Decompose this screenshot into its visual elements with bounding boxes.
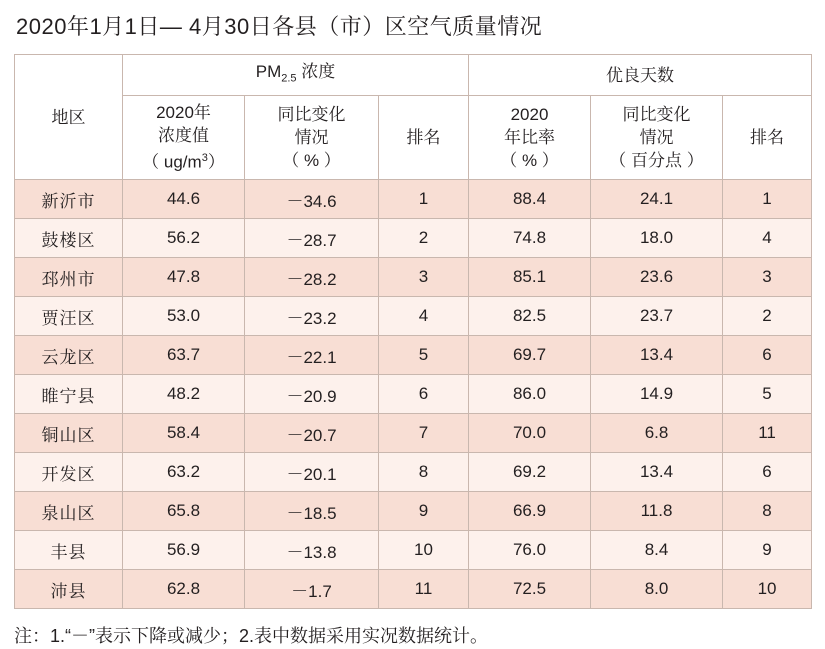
cell-pm-change: －20.7 — [245, 414, 379, 453]
cell-good-days-rank: 9 — [723, 531, 812, 570]
cell-pm-concentration: 63.7 — [123, 336, 245, 375]
cell-pm-rank: 5 — [379, 336, 469, 375]
cell-pm-concentration: 48.2 — [123, 375, 245, 414]
table-header — [15, 55, 812, 180]
cell-pm-concentration: 62.8 — [123, 570, 245, 609]
cell-good-days-change: 13.4 — [591, 336, 723, 375]
cell-region: 开发区 — [15, 453, 123, 492]
header-row-subcolumns — [15, 96, 812, 180]
table-row — [15, 375, 812, 414]
cell-region: 沛县 — [15, 570, 123, 609]
cell-pm-rank: 2 — [379, 219, 469, 258]
cell-region: 铜山区 — [15, 414, 123, 453]
column-header-good-days-rate: 2020 年比率 （ % ） — [469, 96, 591, 180]
cell-pm-rank: 7 — [379, 414, 469, 453]
cell-good-days-rate: 72.5 — [469, 570, 591, 609]
cell-pm-concentration: 58.4 — [123, 414, 245, 453]
cell-pm-change: －18.5 — [245, 492, 379, 531]
cell-pm-concentration: 44.6 — [123, 180, 245, 219]
cell-good-days-change: 24.1 — [591, 180, 723, 219]
cell-good-days-rank: 1 — [723, 180, 812, 219]
cell-region: 贾汪区 — [15, 297, 123, 336]
cell-pm-concentration: 63.2 — [123, 453, 245, 492]
table-row — [15, 219, 812, 258]
cell-good-days-change: 14.9 — [591, 375, 723, 414]
table-row — [15, 492, 812, 531]
cell-pm-concentration: 53.0 — [123, 297, 245, 336]
cell-pm-rank: 1 — [379, 180, 469, 219]
column-header-good-days-rank: 排名 — [723, 96, 812, 180]
table-row — [15, 180, 812, 219]
cell-good-days-rank: 2 — [723, 297, 812, 336]
cell-good-days-rate: 86.0 — [469, 375, 591, 414]
cell-good-days-change: 8.4 — [591, 531, 723, 570]
cell-pm-concentration: 65.8 — [123, 492, 245, 531]
cell-good-days-rate: 66.9 — [469, 492, 591, 531]
cell-pm-rank: 9 — [379, 492, 469, 531]
table-row — [15, 453, 812, 492]
cell-pm-change: －20.9 — [245, 375, 379, 414]
table-row — [15, 297, 812, 336]
cell-pm-rank: 4 — [379, 297, 469, 336]
cell-pm-change: －22.1 — [245, 336, 379, 375]
cell-pm-change: －1.7 — [245, 570, 379, 609]
cell-good-days-change: 23.7 — [591, 297, 723, 336]
cell-good-days-rate: 76.0 — [469, 531, 591, 570]
cell-pm-rank: 8 — [379, 453, 469, 492]
cell-pm-concentration: 47.8 — [123, 258, 245, 297]
cell-region: 云龙区 — [15, 336, 123, 375]
cell-pm-change: －23.2 — [245, 297, 379, 336]
cell-good-days-change: 23.6 — [591, 258, 723, 297]
cell-region: 鼓楼区 — [15, 219, 123, 258]
cell-good-days-change: 13.4 — [591, 453, 723, 492]
cell-pm-change: －28.7 — [245, 219, 379, 258]
table-row — [15, 258, 812, 297]
cell-good-days-rate: 69.2 — [469, 453, 591, 492]
column-header-region: 地区 — [15, 55, 123, 180]
cell-good-days-rate: 70.0 — [469, 414, 591, 453]
cell-good-days-rank: 11 — [723, 414, 812, 453]
column-header-good-days-change: 同比变化 情况 （ 百分点 ） — [591, 96, 723, 180]
table-row — [15, 570, 812, 609]
header-row-groups — [15, 55, 812, 96]
air-quality-table — [14, 54, 812, 609]
cell-region: 睢宁县 — [15, 375, 123, 414]
cell-good-days-change: 11.8 — [591, 492, 723, 531]
cell-pm-change: －28.2 — [245, 258, 379, 297]
column-header-pm-change: 同比变化 情况 （ % ） — [245, 96, 379, 180]
table-note: 注：1.“－”表示下降或减少；2.表中数据采用实况数据统计。 — [14, 626, 489, 647]
cell-good-days-rate: 88.4 — [469, 180, 591, 219]
cell-good-days-rank: 5 — [723, 375, 812, 414]
column-header-pm25-group: $PM_{2.5}$ 浓度 — [123, 55, 469, 96]
table-row — [15, 531, 812, 570]
table-row — [15, 414, 812, 453]
cell-good-days-rank: 3 — [723, 258, 812, 297]
cell-good-days-rank: 6 — [723, 336, 812, 375]
column-header-good-days-group: 优良天数 — [469, 55, 812, 96]
cell-pm-rank: 6 — [379, 375, 469, 414]
cell-good-days-rank: 4 — [723, 219, 812, 258]
cell-good-days-rate: 82.5 — [469, 297, 591, 336]
cell-good-days-rank: 8 — [723, 492, 812, 531]
cell-pm-change: －20.1 — [245, 453, 379, 492]
unit-superscript: 3 — [201, 152, 208, 165]
page-title: 2020年1月1日— 4月30日各县（市）区空气质量情况 — [16, 14, 543, 39]
cell-region: 丰县 — [15, 531, 123, 570]
cell-good-days-change: 6.8 — [591, 414, 723, 453]
cell-pm-change: －13.8 — [245, 531, 379, 570]
cell-pm-rank: 10 — [379, 531, 469, 570]
cell-good-days-rate: 85.1 — [469, 258, 591, 297]
cell-good-days-rate: 69.7 — [469, 336, 591, 375]
cell-region: 泉山区 — [15, 492, 123, 531]
cell-good-days-rate: 74.8 — [469, 219, 591, 258]
column-header-pm-rank: 排名 — [379, 96, 469, 180]
cell-good-days-change: 18.0 — [591, 219, 723, 258]
pm25-subscript: 2.5 — [281, 72, 297, 85]
column-header-pm-concentration: 2020年 浓度值 （ $ug/m^3$） — [123, 96, 245, 180]
cell-region: 邳州市 — [15, 258, 123, 297]
cell-pm-concentration: 56.9 — [123, 531, 245, 570]
cell-good-days-change: 8.0 — [591, 570, 723, 609]
cell-pm-change: －34.6 — [245, 180, 379, 219]
cell-pm-concentration: 56.2 — [123, 219, 245, 258]
table-body — [15, 180, 812, 609]
cell-pm-rank: 11 — [379, 570, 469, 609]
cell-region: 新沂市 — [15, 180, 123, 219]
table-row — [15, 336, 812, 375]
cell-pm-rank: 3 — [379, 258, 469, 297]
cell-good-days-rank: 10 — [723, 570, 812, 609]
cell-good-days-rank: 6 — [723, 453, 812, 492]
